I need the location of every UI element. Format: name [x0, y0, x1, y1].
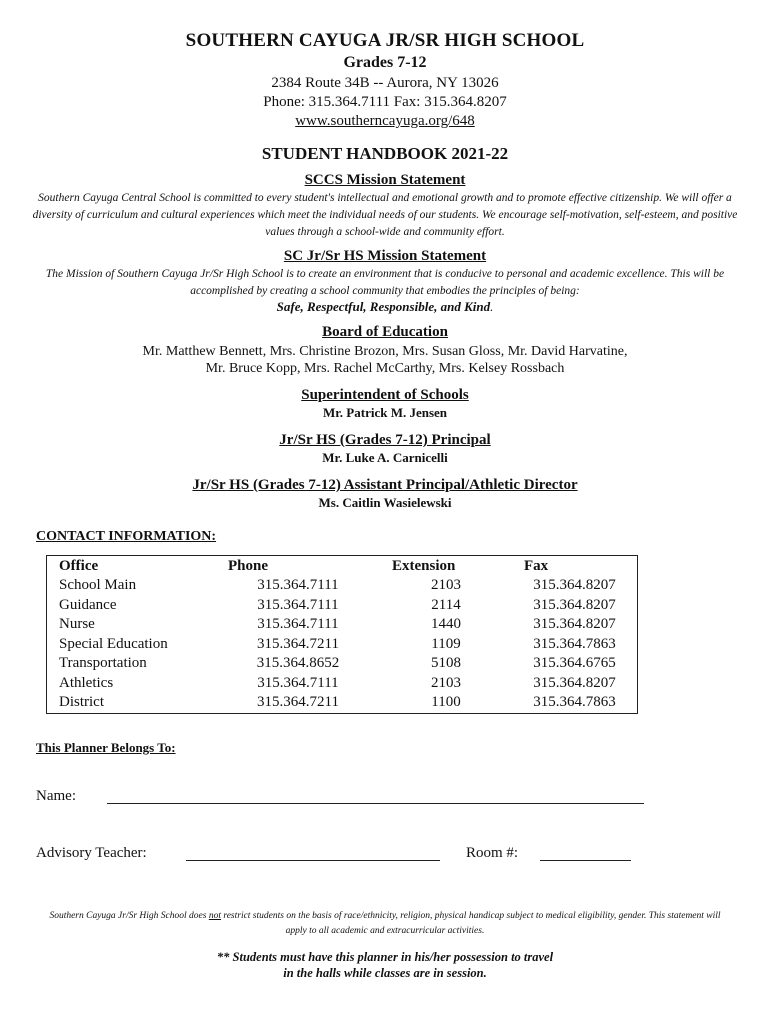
- fax-cell: 315.364.8207: [533, 577, 616, 594]
- superintendent-name: Mr. Patrick M. Jensen: [322, 405, 448, 420]
- table-row: [47, 596, 638, 616]
- table-row: [47, 576, 638, 596]
- extension-cell: 5108: [431, 655, 461, 672]
- phone-cell: 315.364.7111: [257, 577, 339, 594]
- grades-label: Grades 7-12: [343, 54, 427, 71]
- handbook-title: STUDENT HANDBOOK 2021-22: [261, 144, 509, 163]
- office-cell: Athletics: [59, 674, 114, 691]
- contact-table-header: [47, 556, 638, 577]
- phone-cell: 315.364.7111: [257, 596, 339, 613]
- disclaimer-not: not: [208, 911, 221, 921]
- office-cell: Special Education: [59, 635, 168, 652]
- school-website-link[interactable]: www.southerncayuga.org/648: [295, 113, 475, 129]
- phone-cell: 315.364.7111: [257, 674, 339, 691]
- fax-cell: 315.364.8207: [533, 616, 616, 633]
- name-field[interactable]: [107, 803, 644, 804]
- superintendent-title: Superintendent of Schools: [301, 387, 469, 403]
- table-row: [47, 615, 638, 635]
- hs-mission-title: SC Jr/Sr HS Mission Statement: [283, 248, 487, 264]
- nondiscrimination-disclaimer: [40, 909, 730, 939]
- principles-period: .: [490, 299, 494, 314]
- board-members: [40, 343, 730, 377]
- disclaimer-part-2: restrict students on the basis of race/ethnicity, religion, physical handicap subject to medical eligibility, gender. This statement will apply to all academic and extracurricular activities.: [220, 911, 721, 936]
- assistant-principal-title: Jr/Sr HS (Grades 7-12) Assistant Principal/Athletic Director: [192, 477, 578, 493]
- extension-cell: 2103: [431, 674, 461, 691]
- sccs-mission-title: SCCS Mission Statement: [304, 172, 466, 188]
- col-phone: Phone: [228, 557, 269, 574]
- phone-cell: 315.364.7111: [257, 616, 339, 633]
- col-extension: Extension: [392, 557, 456, 574]
- phone-cell: 315.364.7211: [257, 694, 339, 711]
- col-fax: Fax: [524, 557, 549, 574]
- office-cell: School Main: [59, 577, 137, 594]
- room-field[interactable]: [540, 860, 631, 861]
- office-cell: Guidance: [59, 596, 117, 613]
- fax-cell: 315.364.8207: [533, 596, 616, 613]
- hs-mission-principles: [0, 299, 770, 315]
- col-office: Office: [59, 557, 99, 574]
- board-title: Board of Education: [322, 324, 448, 340]
- office-cell: Nurse: [59, 616, 95, 633]
- name-label: Name:: [36, 788, 76, 804]
- phone-cell: 315.364.8652: [256, 655, 340, 672]
- board-members-line-1: Mr. Matthew Bennett, Mrs. Christine Brozon, Mrs. Susan Gloss, Mr. David Harvatine,: [142, 344, 628, 359]
- extension-cell: 1100: [431, 694, 461, 711]
- reminder-line-1: ** Students must have this planner in his/her possession to travel: [216, 950, 554, 964]
- hs-mission-text: The Mission of Southern Cayuga Jr/Sr High School is to create an environment that is conducive to personal and academic excellence. This will be accomplished by creating a school community that embodies the principles of being:: [45, 268, 725, 297]
- disclaimer-part-1: Southern Cayuga Jr/Sr High School does: [49, 911, 209, 921]
- principal-title: Jr/Sr HS (Grades 7-12) Principal: [279, 432, 491, 448]
- planner-belongs-title: This Planner Belongs To:: [36, 740, 176, 755]
- fax-cell: 315.364.7863: [533, 694, 616, 711]
- assistant-principal-name: Ms. Caitlin Wasielewski: [318, 495, 452, 510]
- principles-text: Safe, Respectful, Responsible, and Kind: [276, 299, 491, 314]
- extension-cell: 2114: [431, 596, 461, 613]
- school-name: SOUTHERN CAYUGA JR/SR HIGH SCHOOL: [185, 30, 585, 51]
- reminder-line-2: in the halls while classes are in session.: [283, 966, 487, 980]
- fax-cell: 315.364.8207: [533, 674, 616, 691]
- room-label: Room #:: [466, 845, 519, 861]
- office-cell: District: [59, 694, 104, 711]
- sccs-mission-text: Southern Cayuga Central School is committed to every student's intellectual and emotional growth and to promote effective citizenship. We will offer a diversity of curriculum and cultural experiences which meet the individual needs of our students. We encourage self-motivation, self-esteem, and positive values through a school-wide and community effort.: [32, 192, 738, 238]
- phone-cell: 315.364.7211: [257, 635, 339, 652]
- school-phone-fax: Phone: 315.364.7111 Fax: 315.364.8207: [263, 94, 507, 110]
- table-row: [47, 635, 638, 655]
- table-row: [47, 674, 638, 694]
- extension-cell: 1109: [431, 635, 461, 652]
- principal-name: Mr. Luke A. Carnicelli: [322, 450, 448, 465]
- fax-cell: 315.364.7863: [533, 635, 616, 652]
- extension-cell: 1440: [431, 616, 461, 633]
- advisory-teacher-field[interactable]: [186, 860, 440, 861]
- fax-cell: 315.364.6765: [533, 655, 616, 672]
- advisory-teacher-label: Advisory Teacher:: [36, 845, 147, 861]
- school-address: 2384 Route 34B -- Aurora, NY 13026: [271, 75, 499, 91]
- extension-cell: 2103: [431, 577, 461, 594]
- table-row: [47, 654, 638, 674]
- office-cell: Transportation: [59, 655, 147, 672]
- planner-reminder: [0, 949, 770, 981]
- contact-table: [46, 555, 638, 714]
- contact-info-title: CONTACT INFORMATION:: [36, 529, 217, 544]
- board-members-line-2: Mr. Bruce Kopp, Mrs. Rachel McCarthy, Mrs. Kelsey Rossbach: [205, 361, 565, 376]
- table-row: [47, 693, 638, 713]
